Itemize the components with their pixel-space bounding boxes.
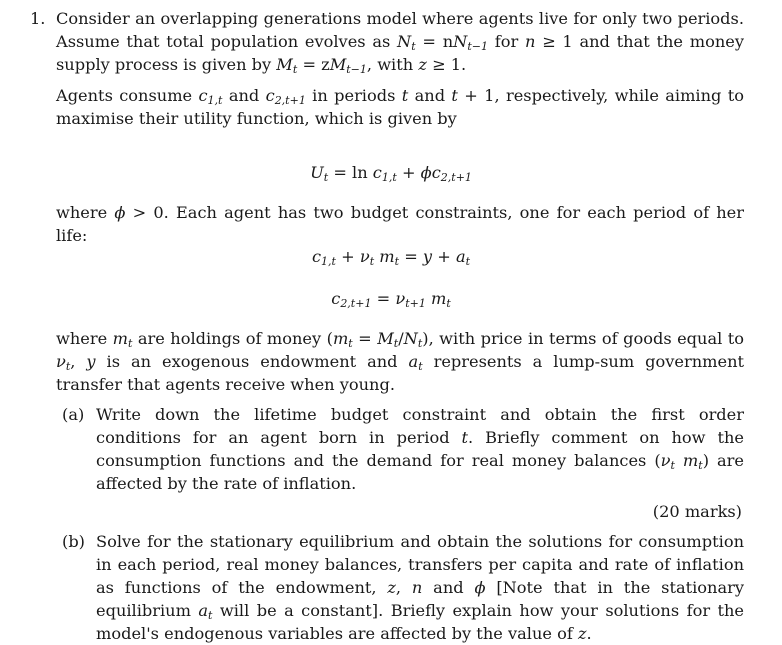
part-a-label: (a)	[62, 405, 85, 424]
part-b-text: Solve for the stationary equilibrium and obtain the solutions for consumption in each period, real money balances, transfers per capita and rate of inflation as functions of the endowment, z, n and ϕ [Note that in the stationary equilibrium $a_t$ will be a constant]. Briefly explain how your solutions for the model's endogenous variables are affected by the value of z.	[96, 532, 745, 643]
intro-paragraph-4: where $m_t$ are holdings of money $(m_t = M_t/N_t)$, with price in terms of goods equal to $\nu_t$, y is an exogenous endowment and $a_t$ represents a lump-sum government transfer that agents receive when young.	[56, 329, 744, 394]
intro-paragraph-1: Consider an overlapping generations model where agents live for only two periods. Assume that total population evolves as $N_t = nN_{t-1}$ for n ≥ 1 and that the money supply process is given by $M_t = zM_{t-1}$, with z ≥ 1.	[56, 9, 745, 76]
utility-equation: $U_t = \ln c_{1,t} + \phi c_{2,t+1}$	[310, 163, 472, 184]
part-a-text: Write down the lifetime budget constraint and obtain the first order conditions for an agent born in period t. Briefly comment on how the consumption functions and the demand for real money balances ($\nu_t$ $m_t$) are affected by the rate of inflation.	[96, 405, 744, 493]
intro-paragraph-2: Agents consume $c_{1,t}$ and $c_{2,t+1}$ in periods t and t + 1, respectively, while aiming to maximise their utility function, which is given by	[56, 86, 744, 128]
part-a-marks: (20 marks)	[652, 502, 742, 521]
budget-constraint-young: $c_{1,t} + \nu_t$ $m_t = y + a_t$	[311, 247, 471, 268]
budget-constraint-old: $c_{2,t+1} = \nu_{t+1}$ $m_t$	[331, 289, 451, 310]
intro-paragraph-3: where ϕ > 0. Each agent has two budget constraints, one for each period of her life:	[56, 203, 744, 245]
question-number: 1.	[30, 9, 46, 28]
part-b-label: (b)	[62, 532, 85, 551]
